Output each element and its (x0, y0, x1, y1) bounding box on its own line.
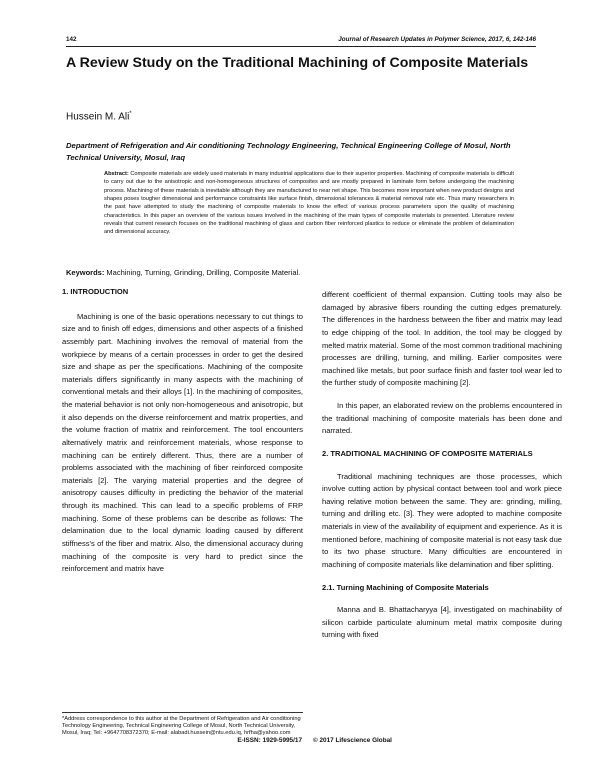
keywords-text: Machining, Turning, Grinding, Drilling, Composite Material. (104, 268, 301, 277)
abstract-label: Abstract: (104, 171, 129, 177)
section-2-paragraph: Traditional machining techniques are those processes, which involve cutting action by physical contact between tool and work piece having relative motion between the same. They are: grinding, milling, turning and drilling etc. [3]. They were adopted to machine composite materials in view of the availability of equipment and experience. As it is mentioned before, machining of composite material is not easy task due to its two phase structure. Many difficulties are encountered in machining of composite materials like delamination and fiber splitting. (322, 471, 562, 569)
keywords (66, 268, 536, 277)
page-number: 142 (66, 36, 77, 43)
intro-heading: 1. INTRODUCTION (62, 287, 129, 296)
section-2-1-paragraph: Manna and B. Bhattacharyya [4], investigated on machinability of silicon carbide particulate aluminum metal matrix composite during turning with fixed (322, 605, 562, 640)
author-name: Hussein M. Ali (66, 111, 130, 123)
intro-continuation: different coefficient of thermal expansion. Cutting tools may also be damaged by abrasive fibers rounding the cutting edges prematurely. The differences in the hardness between the fiber and matrix may lead to edge chipping of the tool. In addition, the tool may be clogged by melted matrix material. Some of the most common traditional machining processes are drilling, turning, and milling. Earlier composites were machined like metals, but poor surface finish and faster tool wear led to the further study of composite machining [2]. (322, 290, 562, 388)
header-rule (66, 46, 536, 47)
footer-issn: E-ISSN: 1929-5995/17 (237, 737, 302, 744)
abstract (104, 170, 514, 237)
journal-citation: Journal of Research Updates in Polymer Science, 2017, 6, 142-146 (338, 36, 536, 43)
abstract-text: Composite materials are widely used materials in many industrial applications due to their superior properties. Machining of composite materials is difficult to carry out due to the anisotropic and non-homogeneous structures of composites and are mostly prepared in laminate form before undergoing the machining process. Machining of these materials is inevitable although they are manufactured to near net shape. This becomes more important when new product designs and shapes poses tougher dimensional and performance constraints like surface finish, dimensional tolerances & material removal rate etc. Thus many researchers in the past have attempted to study the machining of composite materials to know the effect of various process parameters upon the quality of machining characteristics. In this paper an overview of the various issues involved in the machining of the main types of composite materials is presented. Literature review reveals that current research focuses on the traditional machining of glass and carbon fiber reinforced plastics to reduce or eliminate the problem of delamination and dimensional accuracy. (104, 171, 514, 236)
correspondence-footnote: *Address correspondence to this author at the Department of Refrigeration and Air conditioning Technology Engineering, Technical Engineering College of Mosul, North Technical University, Mosul, Iraq; Tel: +9647708372370; E-mail: alabadi.hussein@ntu.edu.iq, hrfha@yahoo.com (62, 716, 301, 737)
author-line (66, 111, 132, 122)
affiliation: Department of Refrigeration and Air conditioning Technology Engineering, Technical Engineering College of Mosul, North Technical University, Mosul, Iraq (66, 141, 511, 162)
keywords-label: Keywords: (66, 268, 105, 277)
footnote-rule (62, 712, 303, 713)
intro-paragraph-2: In this paper, an elaborated review on the problems encountered in the traditional machining of composite materials has been done and narrated. (322, 401, 562, 436)
paper-title: A Review Study on the Traditional Machining of Composite Materials (66, 55, 529, 71)
section-2-heading: 2. TRADITIONAL MACHINING OF COMPOSITE MATERIALS (322, 448, 533, 458)
left-column (62, 286, 303, 576)
right-column (322, 289, 562, 642)
intro-paragraph-1: Machining is one of the basic operations necessary to cut things to size and to finish off edges, dimensions and other aspects of a finished assembly part. Machining involves the removal of material from the workpiece by means of a certain processes in order to get the desired size and shape as per the specifications. Machining of the composite materials differs significantly in many aspects with the machining of conventional metals and their alloys [1]. In the machining of composites, the material behavior is not only non-homogeneous and anisotropic, but it also depends on the diverse reinforcement and matrix properties, and the volume fraction of matrix and reinforcement. The tool encounters alternatively matrix and reinforcement materials, whose response to machining can be entirely different. Thus, there are a number of problems associated with the machining of fiber reinforced composite materials [2]. The varying material properties and the degree of anisotropy causes difficulty in predicting the behavior of the material through its machined. This can lead to a specific problems of FRP machining. Some of these problems can be describe as follows: The delamination due to the local dynamic loading caused by different stiffness's of the fiber and matrix. Also, the dimensional accuracy during machining of the composite is very hard to predict since the reinforcement and matrix have (62, 311, 303, 574)
section-2-1-heading: 2.1. Turning Machining of Composite Materials (322, 582, 489, 592)
footer-copyright: © 2017 Lifescience Global (313, 737, 392, 744)
author-mark: * (129, 111, 132, 117)
